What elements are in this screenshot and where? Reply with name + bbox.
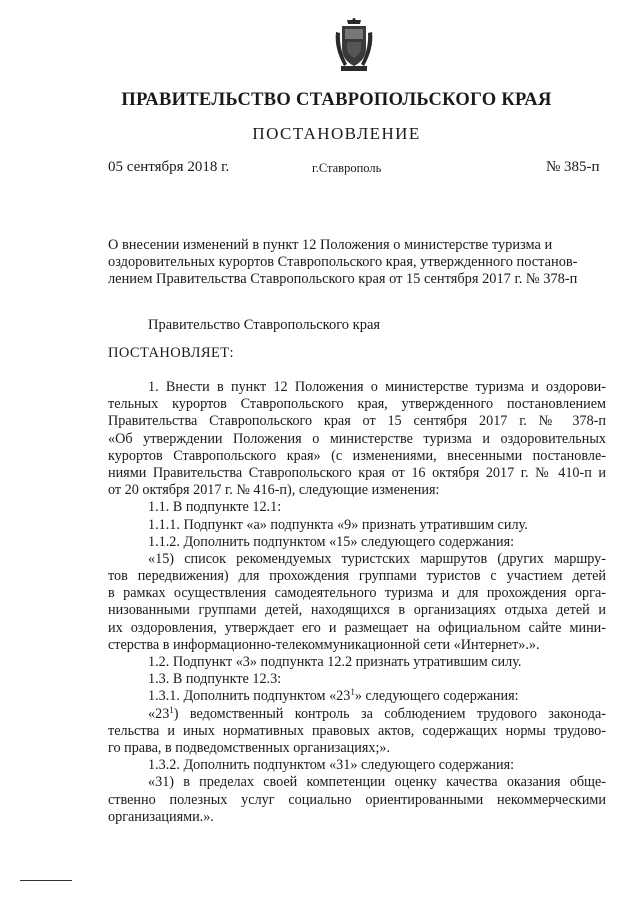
body-text: » следующего содержания: [354,688,519,705]
document-type: ПОСТАНОВЛЕНИЕ [252,124,421,143]
body-line [108,706,606,723]
document-body [108,379,606,826]
body-line: 1.3.2. Дополнить подпунктом «31» следующего содержания: [148,757,515,774]
superscript: 1 [169,704,174,715]
body-line: 1. Внести в пункт 12 Положения о министерстве туризма и оздорови- [148,379,606,395]
body-line: тельства и иных нормативных правовых актов, содержащих нормы трудово- [108,722,606,739]
body-text: «23 [148,705,170,722]
body-text: 1.3.1. Дополнить подпунктом «23 [148,688,351,705]
body-line: «Об утверждении Положения о министерстве туризма и оздоровительных [108,430,606,447]
footer-divider [20,880,72,881]
body-line [108,688,606,705]
body-line: 1.1.1. Подпункт «а» подпункта «9» признать утратившим силу. [148,516,528,533]
body-line: их оздоровления, утверждает его и размещает на официальном сайте мини- [108,619,606,636]
body-line: стерства в информационно-телекоммуникационной сети «Интернет».». [108,636,540,653]
body-line: ственно полезных услуг социально ориентированными некоммерческими [108,791,606,808]
body-line: ниями Правительства Ставропольского края от 16 октября 2017 г. № 410-п и [108,464,606,481]
document-date: 05 сентября 2018 г. [108,159,230,175]
body-line: 1.1.2. Дополнить подпунктом «15» следующего содержания: [148,533,515,550]
body-line: го права, в подведомственных организациях;». [108,739,391,756]
subject-line: лением Правительства Ставропольского края от 15 сентября 2017 г. № 378-п [108,271,578,287]
body-line: 1.1. В подпункте 12.1: [148,499,282,516]
subject-line: оздоровительных курортов Ставропольского края, утвержденного постанов- [108,254,578,270]
body-line: тов передвижения) для прохождения группами туристов с участием детей [108,568,606,585]
body-line: в рамках осуществления самодеятельного туризма и для прохождения орга- [108,585,606,602]
body-line: от 20 октября 2017 г. № 416-п), следующие изменения: [108,482,440,499]
superscript: 1 [350,687,355,698]
body-line: тельных курортов Ставропольского края, утвержденного постановлением [108,396,606,413]
body-line: Правительства Ставропольского края от 15 сентября 2017 г. № 378-п [108,413,606,430]
body-line: 1.2. Подпункт «3» подпункта 12.2 признать утратившим силу. [148,654,522,670]
body-line: 1.3. В подпункте 12.3: [148,671,282,688]
preamble-decree: ПОСТАНОВЛЯЕТ: [108,345,234,361]
subject-line: О внесении изменений в пункт 12 Положения о министерстве туризма и [108,237,553,253]
document-subject [108,237,606,288]
body-line: низованными группами детей, находящихся в организациях отдыха детей и [108,602,606,619]
document-number: № 385-п [546,159,600,175]
preamble-government: Правительство Ставропольского края [148,317,381,333]
organization-title: ПРАВИТЕЛЬСТВО СТАВРОПОЛЬСКОГО КРАЯ [121,90,552,110]
body-text: ) ведомственный контроль за соблюдением трудового законода- [173,705,606,722]
body-line: «15) список рекомендуемых туристских маршрутов (других маршру- [148,550,606,567]
body-line: организациями.». [108,808,214,825]
body-line: курортов Ставропольского края» (с изменениями, внесенными постановле- [108,447,606,464]
document-city: г.Ставрополь [312,161,382,175]
coat-of-arms-icon [333,18,375,74]
body-line: «31) в пределах своей компетенции оценку качества оказания обще- [148,774,606,791]
